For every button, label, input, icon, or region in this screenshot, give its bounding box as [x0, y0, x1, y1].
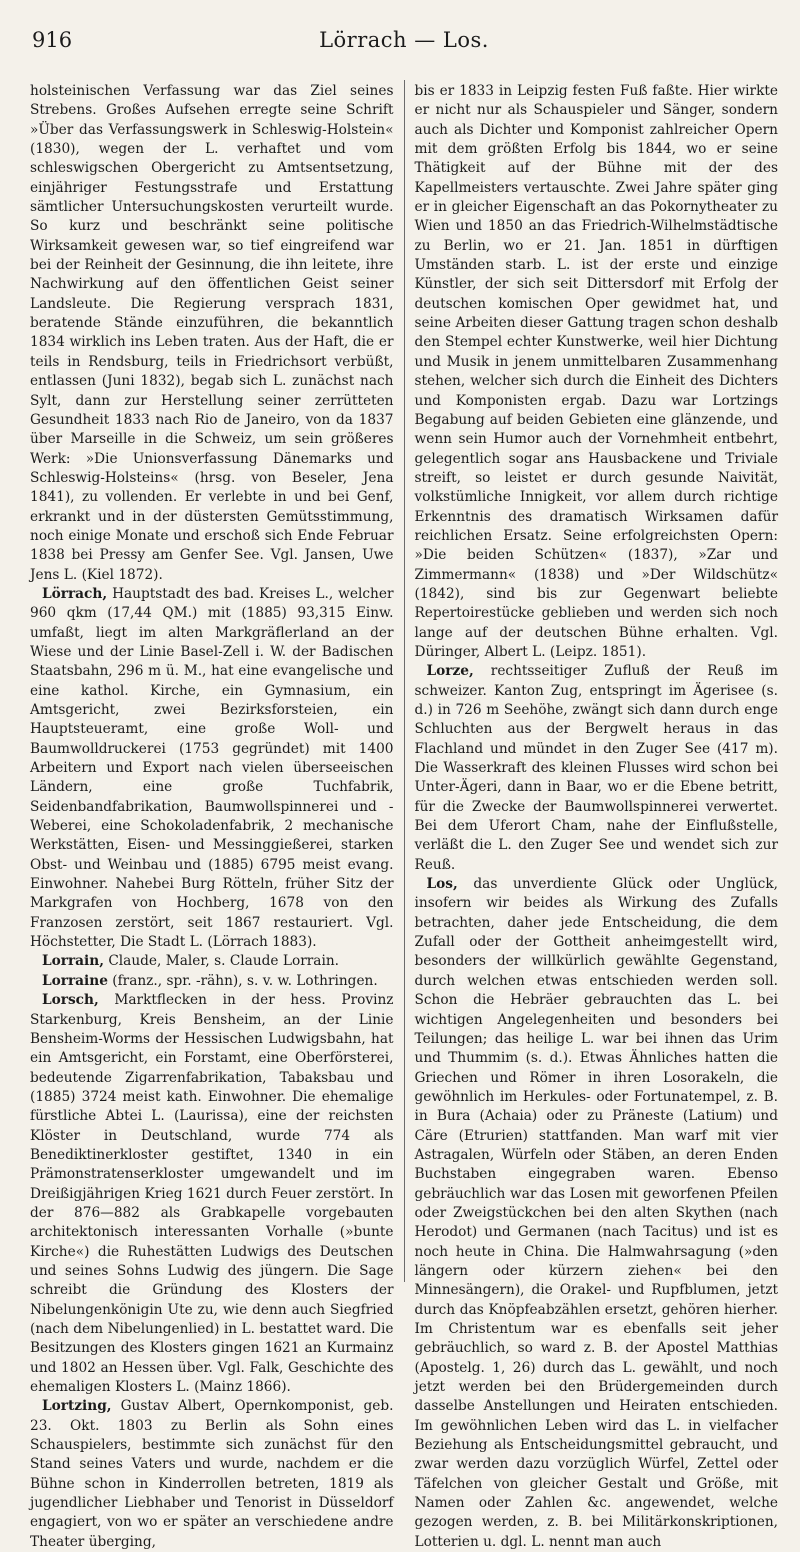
lemma-lorrain: Lorrain, [42, 953, 104, 970]
article-lortzing-continued: bis er 1833 in Leipzig festen Fuß faßte. Hier wirkte er nicht nur als Schauspieler und Sänger, sondern auch als Dichter und Komponist zahlreicher Opern mit dem größten Erfolg bis 1844, wo er seine Thätigkeit auf der Bühne mit der des Kapellmeisters vertauschte. Zwei Jahre später ging er in gleicher Eigenschaft an das Pokornytheater zu Wien und 1850 an das Friedrich-Wilhelmstädtische zu Berlin, wo er 21. Jan. 1851 in dürftigen Umständen starb. L. ist der erste und einzige Künstler, der sich seit Dittersdorf mit Erfolg der deutschen komischen Oper gewidmet hat, und seine Arbeiten dieser Gattung tragen schon deshalb den Stempel echter Kunstwerke, weil hier Dichtung und Musik in jenem unmittelbaren Zusammenhang stehen, welcher sich durch die Einheit des Dichters und Komponisten ergab. Dazu war Lortzings Begabung auf beiden Gebieten eine glänzende, und wenn sein Humor auch der Vornehmheit entbehrt, gelegentlich sogar ans Hausbackene und Triviale streift, so leistet er durch gesunde Naivität, volkstümliche Innigkeit, vor allem durch richtige Erkenntnis des dramatisch Wirksamen dafür reichlichen Ersatz. Seine erfolgreichsten Opern: »Die beiden Schützen« (1837), »Zar und Zimmermann« (1838) und »Der Wildschütz« (1842), sind bis zur Gegenwart beliebte Repertoirestücke geblieben und werden sich noch lange auf der deutschen Bühne erhalten. Vgl. Düringer, Albert L. (Leipz. 1851). [414, 83, 778, 660]
lemma-lortzing: Lortzing, [42, 1398, 112, 1415]
article-continuation: holsteinischen Verfassung war das Ziel seines Strebens. Großes Aufsehen erregte seine Schrift »Über das Verfassungswerk in Schleswig-Holstein« (1830), wegen der L. verhaftet und vom schleswigschen Obergericht zu Amtsentsetzung, einjähriger Festungsstrafe und Erstattung sämtlicher Untersuchungskosten verurteilt wurde. So kurz und beschränkt seine politische Wirksamkeit gewesen war, so tief eingreifend war bei der Reinheit der Gesinnung, die ihn leitete, ihre Nachwirkung auf den öffentlichen Geist seiner Landsleute. Die Regierung versprach 1831, beratende Stände einzuführen, die bekanntlich 1834 wirklich ins Leben traten. Aus der Haft, die er teils in Rendsburg, teils in Friedrichsort verbüßt, entlassen (Juni 1832), begab sich L. zunächst nach Sylt, dann zur Herstellung seiner zerrütteten Gesundheit 1833 nach Rio de Janeiro, von da 1837 über Marseille in die Schweiz, um sein größeres Werk: »Die Unionsverfassung Dänemarks und Schleswig-Holsteins« (hrsg. von Beseler, Jena 1841), zu vollenden. Er verlebte in und bei Genf, erkrankt und in der düstersten Gemütsstimmung, noch einige Monate und erschoß sich Ende Februar 1838 bei Pressy am Genfer See. Vgl. Jansen, Uwe Jens L. (Kiel 1872). [30, 83, 394, 583]
article-lorrain: Lorrain, Claude, Maler, s. Claude Lorrain. [42, 953, 339, 970]
right-column [405, 82, 779, 1550]
lemma-los: Los, [426, 876, 458, 893]
article-lorraine: Lorraine (franz., spr. -rähn), s. v. w. Lothringen. [42, 972, 378, 989]
article-los: Los, das unverdiente Glück oder Unglück, insofern wir beides als Wirkung des Zufalls betrachten, daher jede Entscheidung, die dem Zufall oder der Gottheit anheimgestellt wird, besonders der willkürlich gewählte Gegenstand, durch welchen etwas entschieden werden soll. Schon die Hebräer gebrauchten das L. bei wichtigen Angelegenheiten und besonders bei Teilungen; das heilige L. war bei ihnen das Urim und Thummim (s. d.). Etwas Ähnliches hatten die Griechen und Römer in ihren Losorakeln, die gewöhnlich im Herkules- oder Fortunatempel, z. B. in Bura (Achaia) oder zu Präneste (Latium) und Cäre (Etrurien) stattfanden. Man warf mit vier Astragalen, Würfeln oder Stäben, an deren Enden Buchstaben eingegraben waren. Ebenso gebräuchlich war das Losen mit geworfenen Pfeilen oder Zweigstückchen bei den alten Skythen (nach Herodot) und Germanen (nach Tacitus) und ist es noch heute in China. Die Halmwahrsagung (»den längern oder kürzern ziehen« bei den Minnesängern), die Orakel- und Rupfblumen, jetzt durch das Knöpfeabzählen ersetzt, gehören hierher. Im Christentum war es ebenfalls seit jeher gebräuchlich, so ward z. B. der Apostel Matthias (Apostelg. 1, 26) durch das L. gewählt, und noch jetzt werden bei den Brüdergemeinden durch dasselbe Anstellungen und Heiraten entschieden. Im gewöhnlichen Leben wird das L. in vielfacher Beziehung als Entscheidungsmittel gebraucht, und zwar werden dazu vorzüglich Würfel, Zettel oder Täfelchen von gleicher Gestalt und Größe, mit Namen oder Zahlen &c. angewendet, welche gezogen werden, z. B. bei Militärkonskriptionen, Lotterien u. dgl. L. nennt man auch [414, 876, 778, 1550]
lemma-lorraine: Lorraine [42, 972, 108, 989]
article-loerrach: Lörrach, Hauptstadt des bad. Kreises L., welcher 960 qkm (17,44 QM.) mit (1885) 93,315 Einw. umfaßt, liegt im alten Markgräflerland an der Wiese und der Linie Basel-Zell i. W. der Badischen Staatsbahn, 296 m ü. M., hat eine evangelische und eine kathol. Kirche, ein Gymnasium, ein Amtsgericht, zwei Bezirksforsteien, ein Hauptsteueramt, eine große Woll- und Baumwolldruckerei (1753 gegründet) mit 1400 Arbeitern und Export nach vielen überseeischen Ländern, eine große Tuchfabrik, Seidenbandfabrikation, Baumwollspinnerei und -Weberei, eine Schokoladenfabrik, 2 mechanische Werkstätten, Eisen- und Messinggießerei, starken Obst- und Weinbau und (1885) 6795 meist evang. Einwohner. Nahebei Burg Rötteln, früher Sitz der Markgrafen von Hochberg, 1678 von den Franzosen zerstört, seit 1867 restauriert. Vgl. Höchstetter, Die Stadt L. (Lörrach 1883). [30, 585, 394, 951]
running-title: Lörrach — Los. [319, 28, 489, 52]
lemma-lorsch: Lorsch, [42, 992, 99, 1009]
page-number: 916 [32, 28, 73, 52]
page-header [30, 28, 778, 56]
lemma-loerrach: Lörrach, [42, 585, 108, 602]
article-lorze: Lorze, rechtsseitiger Zufluß der Reuß im schweizer. Kanton Zug, entspringt im Ägerisee (s. d.) in 726 m Seehöhe, zwängt sich dann durch enge Schluchten aus der Bergwelt heraus in das Flachland und mündet in den Zuger See (417 m). Die Wasserkraft des kleinen Flusses wird schon bei Unter-Ägeri, dann in Baar, wo er die Ebene betritt, für die Zwecke der Baumwollspinnerei verwertet. Bei dem Uferort Cham, nahe der Einflußstelle, verläßt die L. den Zuger See und wendet sich zur Reuß. [414, 663, 778, 873]
lemma-lorze: Lorze, [426, 663, 474, 680]
article-lortzing: Lortzing, Gustav Albert, Opernkomponist, geb. 23. Okt. 1803 zu Berlin als Sohn eines Schauspielers, bestimmte sich zunächst für den Stand seines Vaters und wurde, nachdem er die Bühne schon in Kinderrollen betreten, 1819 als jugendlicher Liebhaber und Tenorist in Düsseldorf engagiert, von wo er später an verschiedene andre Theater überging, [30, 1398, 394, 1550]
left-column [30, 82, 404, 1550]
text-columns [30, 82, 778, 1550]
article-lorsch: Lorsch, Marktflecken in der hess. Provinz Starkenburg, Kreis Bensheim, an der Linie Bensheim-Worms der Hessischen Ludwigsbahn, hat ein Amtsgericht, ein Forstamt, eine Oberförsterei, bedeutende Zigarrenfabrikation, Tabaksbau und (1885) 3724 meist kath. Einwohner. Die ehemalige fürstliche Abtei L. (Laurissa), eine der reichsten Klöster in Deutschland, wurde 774 als Benediktinerkloster gestiftet, 1340 in ein Prämonstratenserkloster umgewandelt und im Dreißigjährigen Krieg 1621 durch Feuer zerstört. In der 876—882 als Grabkapelle vorgebauten architektonisch interessanten Vorhalle (»bunte Kirche«) die Ruhestätten Ludwigs des Deutschen und seines Sohns Ludwig des jüngern. Die Sage schreibt die Gründung des Klosters der Nibelungenkönigin Ute zu, wie denn auch Siegfried (nach dem Nibelungenlied) in L. bestattet ward. Die Besitzungen des Klosters gingen 1621 an Kurmainz und 1802 an Hessen über. Vgl. Falk, Geschichte des ehemaligen Klosters L. (Mainz 1866). [30, 992, 394, 1396]
